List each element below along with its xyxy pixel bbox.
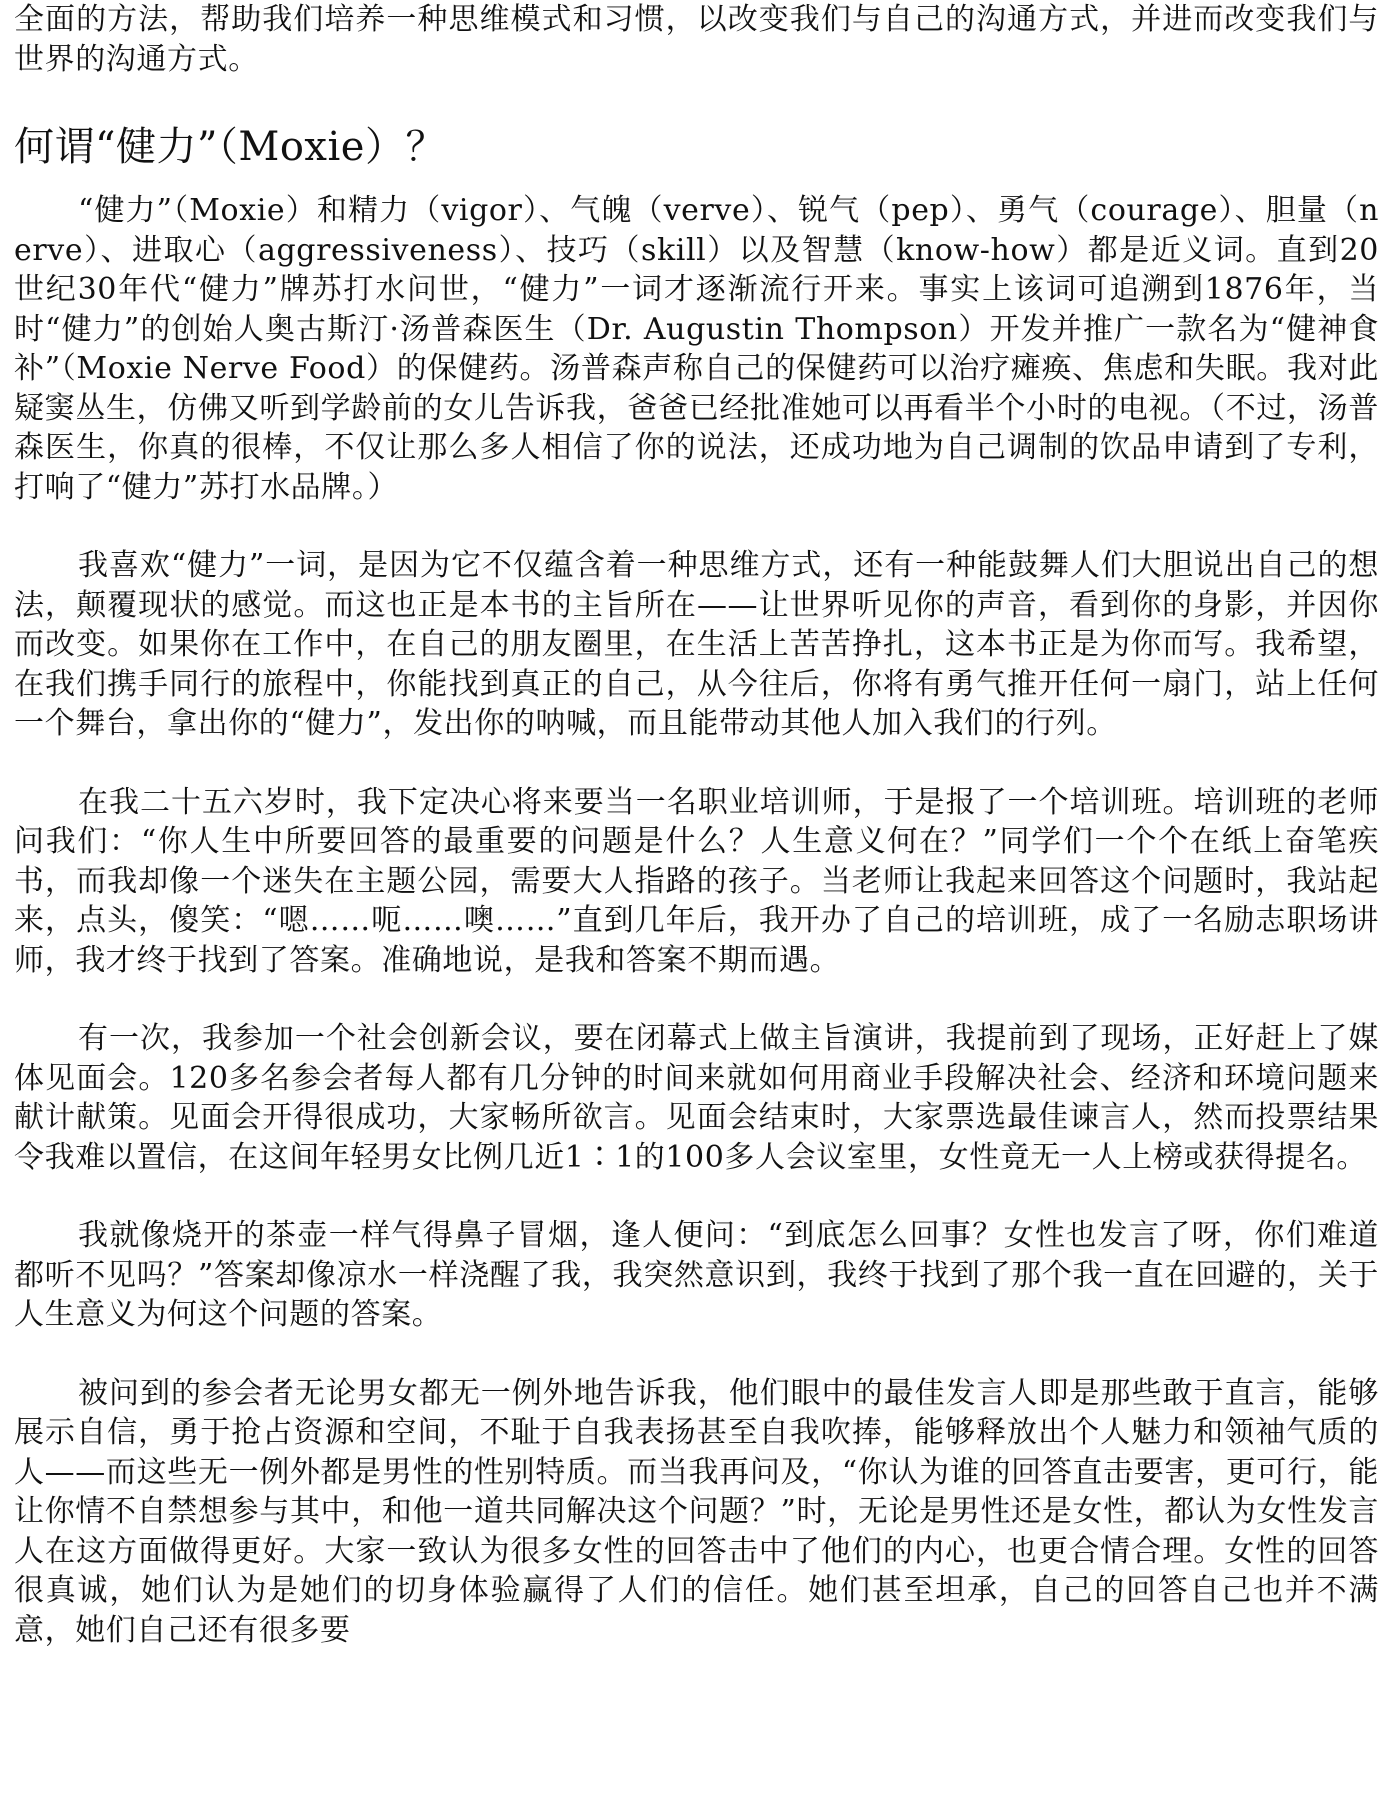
- intro-paragraph-tail: 全面的方法，帮助我们培养一种思维模式和习惯，以改变我们与自己的沟通方式，并进而改变我们与世界的沟通方式。: [14, 2, 1379, 77]
- body-paragraph-5: 我就像烧开的茶壶一样气得鼻子冒烟，逢人便问：“到底怎么回事？女性也发言了呀，你们难道都听不见吗？”答案却像凉水一样浇醒了我，我突然意识到，我终于找到了那个我一直在回避的，关于人生意义为何这个问题的答案。: [14, 1218, 1379, 1332]
- document-page: [14, 0, 1379, 1650]
- body-paragraph-6: 被问到的参会者无论男女都无一例外地告诉我，他们眼中的最佳发言人即是那些敢于直言，能够展示自信，勇于抢占资源和空间，不耻于自我表扬甚至自我吹捧，能够释放出个人魅力和领袖气质的人——而这些无一例外都是男性的性别特质。而当我再问及，“你认为谁的回答直击要害，更可行，能让你情不自禁想参与其中，和他一道共同解决这个问题？”时，无论是男性还是女性，都认为女性发言人在这方面做得更好。大家一致认为很多女性的回答击中了他们的内心，也更合情合理。女性的回答很真诚，她们认为是她们的切身体验赢得了人们的信任。她们甚至坦承，自己的回答自己也并不满意，她们自己还有很多要: [14, 1375, 1379, 1648]
- body-paragraph-2: 我喜欢“健力”一词，是因为它不仅蕴含着一种思维方式，还有一种能鼓舞人们大胆说出自己的想法，颠覆现状的感觉。而这也正是本书的主旨所在——让世界听见你的声音，看到你的身影，并因你而改变。如果你在工作中，在自己的朋友圈里，在生活上苦苦挣扎，这本书正是为你而写。我希望，在我们携手同行的旅程中，你能找到真正的自己，从今往后，你将有勇气推开任何一扇门，站上任何一个舞台，拿出你的“健力”，发出你的呐喊，而且能带动其他人加入我们的行列。: [14, 548, 1379, 741]
- body-paragraph-1: “健力”（Moxie）和精力（vigor）、气魄（verve）、锐气（pep）、勇气（courage）、胆量（nerve）、进取心（aggressiveness）、技巧（skill）以及智慧（know-how）都是近义词。直到20世纪30年代“健力”牌苏打水问世，“健力”一词才逐渐流行开来。事实上该词可追溯到1876年，当时“健力”的创始人奥古斯汀·汤普森医生（Dr. Augustin Thompson）开发并推广一款名为“健神食补”（Moxie Nerve Food）的保健药。汤普森声称自己的保健药可以治疗瘫痪、焦虑和失眠。我对此疑窦丛生，仿佛又听到学龄前的女儿告诉我，爸爸已经批准她可以再看半个小时的电视。（不过，汤普森医生，你真的很棒，不仅让那么多人相信了你的说法，还成功地为自己调制的饮品申请到了专利，打响了“健力”苏打水品牌。）: [14, 193, 1379, 505]
- body-paragraph-3: 在我二十五六岁时，我下定决心将来要当一名职业培训师，于是报了一个培训班。培训班的老师问我们：“你人生中所要回答的最重要的问题是什么？人生意义何在？”同学们一个个在纸上奋笔疾书，而我却像一个迷失在主题公园，需要大人指路的孩子。当老师让我起来回答这个问题时，我站起来，点头，傻笑：“嗯……呃……噢……”直到几年后，我开办了自己的培训班，成了一名励志职场讲师，我才终于找到了答案。准确地说，是我和答案不期而遇。: [14, 784, 1379, 978]
- section-heading: 何谓“健力”（Moxie）？: [14, 124, 446, 170]
- body-paragraph-4: 有一次，我参加一个社会创新会议，要在闭幕式上做主旨演讲，我提前到了现场，正好赶上了媒体见面会。120多名参会者每人都有几分钟的时间来就如何用商业手段解决社会、经济和环境问题来献计献策。见面会开得很成功，大家畅所欲言。见面会结束时，大家票选最佳谏言人，然而投票结果令我难以置信，在这间年轻男女比例几近1∶1的100多人会议室里，女性竟无一人上榜或获得提名。: [14, 1021, 1379, 1175]
